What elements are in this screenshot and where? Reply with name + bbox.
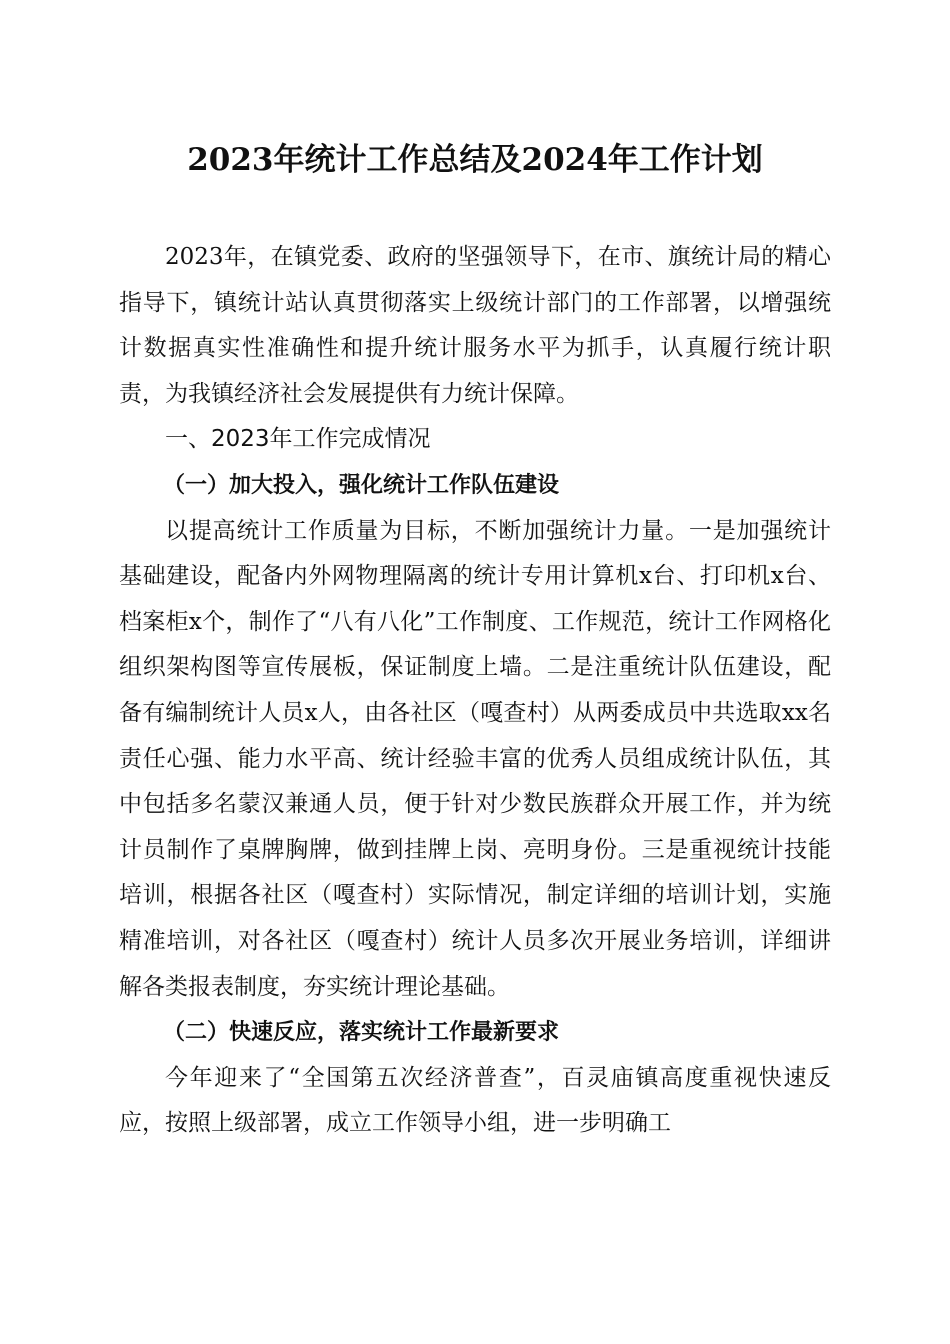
subsection-heading-2: （二）快速反应，落实统计工作最新要求 <box>163 1019 560 1046</box>
subsection-2-paragraph: 今年迎来了“全国第五次经济普查”，百灵庙镇高度重视快速反应，按照上级部署，成立工作领导小组，进一步明确工 <box>119 1064 831 1137</box>
section-heading: 一、2023年工作完成情况 <box>165 426 431 453</box>
intro-paragraph: 2023年，在镇党委、政府的坚强领导下，在市、旗统计局的精心指导下，镇统计站认真贯彻落实上级统计部门的工作部署，以增强统计数据真实性准确性和提升统计服务水平为抓手，认真履行统计职责，为我镇经济社会发展提供有力统计保障。 <box>119 244 831 407</box>
subsection-1-paragraph: 以提高统计工作质量为目标，不断加强统计力量。一是加强统计基础建设，配备内外网物理隔离的统计专用计算机x台、打印机x台、档案柜x个，制作了“八有八化”工作制度、工作规范，统计工作网格化组织架构图等宣传展板，保证制度上墙。二是注重统计队伍建设，配备有编制统计人员x人，由各社区（嘎查村）从两委成员中共选取xx名责任心强、能力水平高、统计经验丰富的优秀人员组成统计队伍，其中包括多名蒙汉兼通人员，便于针对少数民族群众开展工作，并为统计员制作了桌牌胸牌，做到挂牌上岗、亮明身份。三是重视统计技能培训，根据各社区（嘎查村）实际情况，制定详细的培训计划，实施精准培训，对各社区（嘎查村）统计人员多次开展业务培训，详细讲解各类报表制度，夯实统计理论基础。 <box>119 517 831 1000</box>
document-body <box>119 235 831 1147</box>
document-title: 2023年统计工作总结及2024年工作计划 <box>187 142 763 178</box>
subsection-heading-1: （一）加大投入，强化统计工作队伍建设 <box>163 471 560 498</box>
